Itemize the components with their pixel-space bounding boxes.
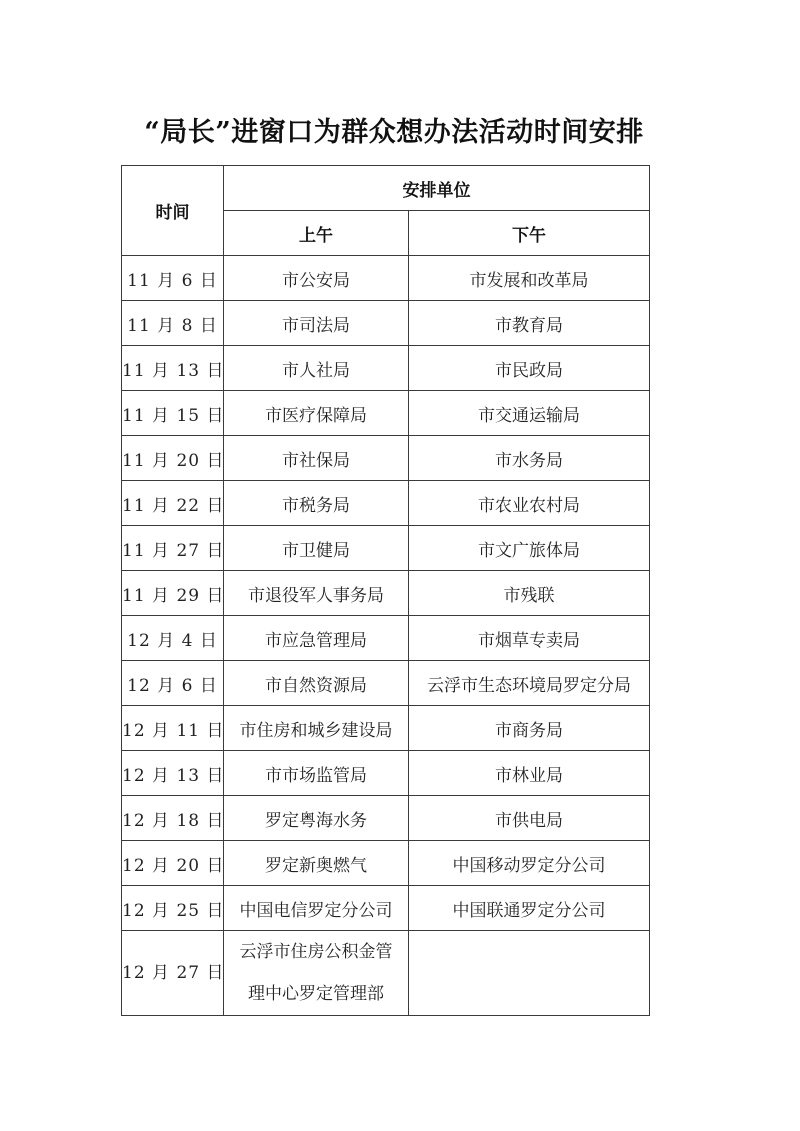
afternoon-cell: [409, 931, 650, 1016]
morning-cell: 市退役军人事务局: [224, 571, 409, 616]
date-cell: 12 月 27 日: [122, 931, 224, 1016]
afternoon-cell: 市文广旅体局: [409, 526, 650, 571]
morning-cell: 市人社局: [224, 346, 409, 391]
date-cell: 11 月 15 日: [122, 391, 224, 436]
table-row: [122, 616, 650, 661]
afternoon-cell: 市烟草专卖局: [409, 616, 650, 661]
morning-cell: 市公安局: [224, 256, 409, 301]
morning-cell: 市司法局: [224, 301, 409, 346]
table-row: [122, 841, 650, 886]
morning-cell: 罗定粤海水务: [224, 796, 409, 841]
afternoon-cell: 市农业农村局: [409, 481, 650, 526]
afternoon-cell: 市发展和改革局: [409, 256, 650, 301]
header-row: [122, 166, 650, 211]
afternoon-cell: 市交通运输局: [409, 391, 650, 436]
morning-line-1: 云浮市住房公积金管: [239, 942, 393, 962]
date-cell: 11 月 13 日: [122, 346, 224, 391]
morning-cell: 市自然资源局: [224, 661, 409, 706]
date-cell: 12 月 13 日: [122, 751, 224, 796]
morning-cell: [224, 931, 409, 1016]
table-row: [122, 796, 650, 841]
afternoon-cell: 市供电局: [409, 796, 650, 841]
afternoon-cell: 市教育局: [409, 301, 650, 346]
table-row: [122, 931, 650, 1016]
table-row: [122, 571, 650, 616]
table-row: [122, 481, 650, 526]
afternoon-cell: 市民政局: [409, 346, 650, 391]
page-title: “局长”进窗口为群众想办法活动时间安排: [144, 117, 644, 148]
date-cell: 11 月 20 日: [122, 436, 224, 481]
morning-line-2: 理中心罗定管理部: [248, 984, 384, 1004]
table-row: [122, 661, 650, 706]
morning-cell: 市税务局: [224, 481, 409, 526]
table-row: [122, 751, 650, 796]
morning-cell: 中国电信罗定分公司: [224, 886, 409, 931]
date-cell: 11 月 6 日: [122, 256, 224, 301]
table-row: [122, 436, 650, 481]
date-cell: 11 月 27 日: [122, 526, 224, 571]
afternoon-cell: 中国移动罗定分公司: [409, 841, 650, 886]
date-cell: 11 月 29 日: [122, 571, 224, 616]
afternoon-cell: 市商务局: [409, 706, 650, 751]
table-row: [122, 886, 650, 931]
morning-cell: 市应急管理局: [224, 616, 409, 661]
afternoon-cell: 云浮市生态环境局罗定分局: [409, 661, 650, 706]
table-row: [122, 301, 650, 346]
date-cell: 12 月 11 日: [122, 706, 224, 751]
table-row: [122, 256, 650, 301]
date-cell: 12 月 25 日: [122, 886, 224, 931]
morning-cell: 市市场监管局: [224, 751, 409, 796]
afternoon-cell: 中国联通罗定分公司: [409, 886, 650, 931]
header-morning: 上午: [224, 211, 409, 256]
date-cell: 11 月 8 日: [122, 301, 224, 346]
header-group: 安排单位: [224, 166, 650, 211]
date-cell: 11 月 22 日: [122, 481, 224, 526]
date-cell: 12 月 4 日: [122, 616, 224, 661]
afternoon-cell: 市水务局: [409, 436, 650, 481]
table-row: [122, 526, 650, 571]
header-time: 时间: [122, 166, 224, 256]
morning-cell: 市卫健局: [224, 526, 409, 571]
table-row: [122, 706, 650, 751]
morning-cell: 罗定新奥燃气: [224, 841, 409, 886]
morning-cell: 市社保局: [224, 436, 409, 481]
morning-cell: 市住房和城乡建设局: [224, 706, 409, 751]
table-row: [122, 391, 650, 436]
date-cell: 12 月 6 日: [122, 661, 224, 706]
schedule-table: [121, 165, 650, 1016]
date-cell: 12 月 18 日: [122, 796, 224, 841]
afternoon-cell: 市林业局: [409, 751, 650, 796]
date-cell: 12 月 20 日: [122, 841, 224, 886]
header-afternoon: 下午: [409, 211, 650, 256]
morning-cell: 市医疗保障局: [224, 391, 409, 436]
table-row: [122, 346, 650, 391]
afternoon-cell: 市残联: [409, 571, 650, 616]
